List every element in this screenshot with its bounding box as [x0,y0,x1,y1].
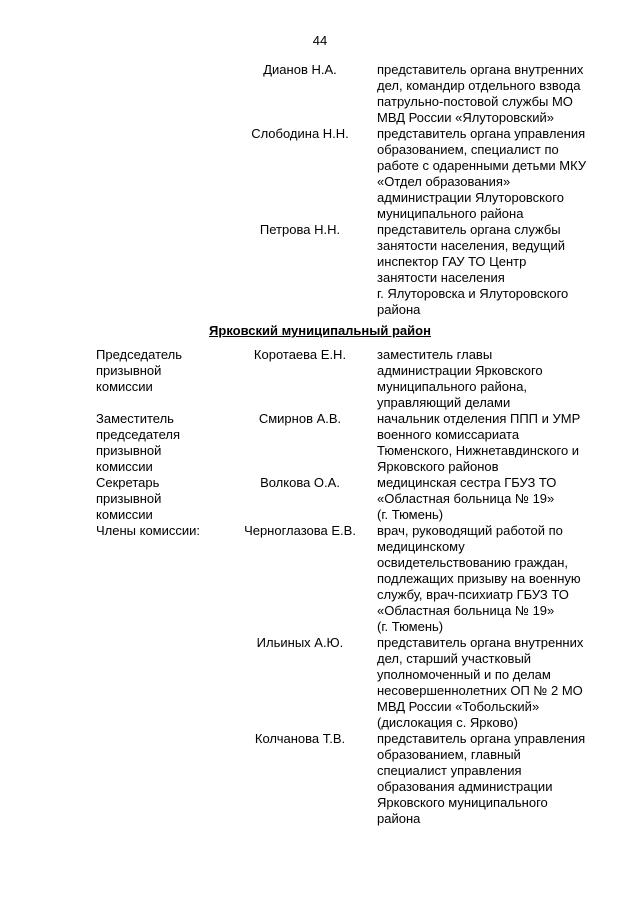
member-position-line: освидетельствованию граждан, [377,555,568,570]
member-position [377,731,613,827]
member-position-line: инспектор ГАУ ТО Центр [377,254,527,269]
member-position-line: дел, старший участковый [377,651,532,666]
member-position-line: г. Ялуторовска и Ялуторовского [377,286,569,301]
member-role [96,347,236,395]
member-name: Ильиных А.Ю. [256,635,344,650]
member-position-line: специалист управления [377,763,522,778]
member-role [96,523,236,539]
member-role-line: Секретарь [96,475,160,490]
member-name: Смирнов А.В. [258,411,342,426]
member-name: Петрова Н.Н. [259,222,341,237]
member-position [377,62,613,126]
member-position-line: управляющий делами [377,395,511,410]
member-position-line: МВД России «Тобольский» [377,699,540,714]
member-position-line: Тюменского, Нижнетавдинского и [377,443,580,458]
member-position-line: начальник отделения ППП и УМР [377,411,581,426]
member-position-line: района [377,302,421,317]
member-position-line: муниципального района [377,206,524,221]
member-role [96,411,236,475]
member-position-line: службу, врач-психиатр ГБУЗ ТО [377,587,569,602]
member-role-line: призывной [96,363,162,378]
member-position-line: военного комиссариата [377,427,520,442]
page-number: 44 [312,33,328,48]
member-role-line: председателя [96,427,181,442]
member-position-line: занятости населения, ведущий [377,238,566,253]
member-name: Слободина Н.Н. [251,126,349,141]
member-position-line: представитель органа внутренних [377,635,584,650]
member-position [377,523,613,635]
member-position-line: занятости населения [377,270,505,285]
member-position-line: администрации Ярковского [377,363,543,378]
member-position-line: несовершеннолетних ОП № 2 МО [377,683,583,698]
member-position-line: представитель органа внутренних [377,62,584,77]
member-position-line: представитель органа управления [377,731,586,746]
member-position-line: медицинская сестра ГБУЗ ТО [377,475,557,490]
member-name: Дианов Н.А. [263,62,337,77]
member-role-line: Члены комиссии: [96,523,201,538]
member-position-line: «Отдел образования» [377,174,511,189]
member-position-line: образования администрации [377,779,553,794]
member-position-line: (г. Тюмень) [377,619,444,634]
member-position-line: медицинскому [377,539,465,554]
member-position-line: «Областная больница № 19» [377,603,555,618]
member-position-line: Ярковского районов [377,459,499,474]
member-position-line: уполномоченный и по делам [377,667,551,682]
member-position-line: «Областная больница № 19» [377,491,555,506]
member-position-line: образованием, главный [377,747,521,762]
member-position-line: муниципального района, [377,379,528,394]
member-position-line: патрульно-постовой службы МО [377,94,573,109]
member-role-line: Заместитель [96,411,174,426]
member-position [377,126,613,222]
member-position-line: (г. Тюмень) [377,507,444,522]
member-role-line: комиссии [96,379,153,394]
member-name: Колчанова Т.В. [254,731,346,746]
member-role-line: призывной [96,491,162,506]
member-name: Волкова О.А. [260,475,340,490]
member-role-line: Председатель [96,347,183,362]
member-position-line: МВД России «Ялуторовский» [377,110,554,125]
member-role-line: призывной [96,443,162,458]
member-position [377,347,613,411]
member-role-line: комиссии [96,459,153,474]
section-heading: Ярковский муниципальный район [209,323,431,338]
member-position-line: образованием, специалист по [377,142,559,157]
member-position [377,475,613,523]
member-position-line: представитель органа службы [377,222,561,237]
member-position-line: района [377,811,421,826]
member-position-line: заместитель главы [377,347,493,362]
member-role [96,475,236,523]
member-position-line: подлежащих призыву на военную [377,571,581,586]
member-position-line: (дислокация с. Ярково) [377,715,518,730]
member-position [377,411,613,475]
member-position-line: работе с одаренными детьми МКУ [377,158,587,173]
member-position [377,635,613,731]
member-role-line: комиссии [96,507,153,522]
member-position-line: администрации Ялуторовского [377,190,564,205]
member-position-line: представитель органа управления [377,126,586,141]
member-position-line: врач, руководящий работой по [377,523,563,538]
member-name: Черноглазова Е.В. [244,523,356,538]
member-position-line: Ярковского муниципального [377,795,548,810]
member-name: Коротаева Е.Н. [253,347,347,362]
member-position [377,222,613,318]
member-position-line: дел, командир отдельного взвода [377,78,581,93]
